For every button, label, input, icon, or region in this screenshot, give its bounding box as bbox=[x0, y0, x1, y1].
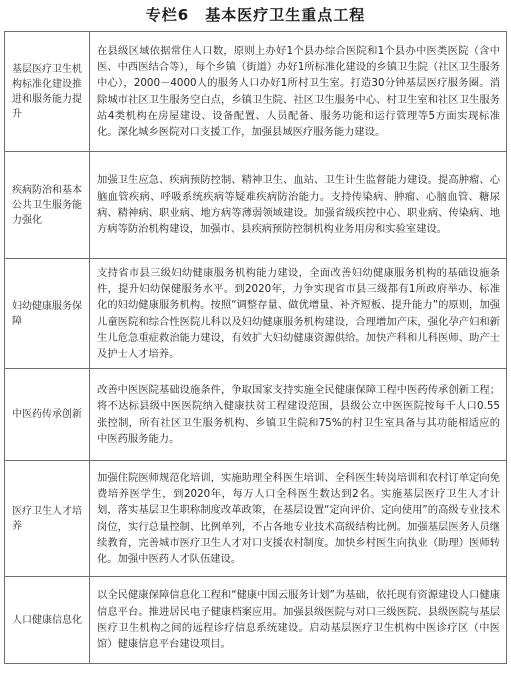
row-content: 改善中医医院基础设施条件，争取国家支持实施全民健康保障工程中医药传承创新工程；将不达标县级中医医院纳入健康扶贫工程建设范围，县级公立中医医院按每千人口0.55张控制，所有社区卫生服务机构、乡镇卫生院和75%的村卫生室具备与其功能相适应的中医药服务能力。 bbox=[90, 369, 507, 461]
table-row bbox=[5, 152, 507, 259]
table-row bbox=[5, 369, 507, 461]
row-content: 在县级区域依据常住人口数，原则上办好1个县办综合医院和1个县办中医类医院（含中医、中西医结合等），每个乡镇（街道）办好1所标准化建设的乡镇卫生院（社区卫生服务中心），2000－4000人的服务人口办好1所村卫生室。打造30分钟基层医疗服务圈。消除城市社区卫生服务空白点，乡镇卫生院、社区卫生服务中心、村卫生室和社区卫生服务站4类机构在房屋建设、设备配置、人员配备、服务功能和运行管理等5方面实现标准化。深化城乡医院对口支援工作，加强县域医疗服务能力建设。 bbox=[90, 32, 507, 152]
table-row bbox=[5, 32, 507, 152]
row-content: 加强卫生应急、疾病预防控制、精神卫生、血站、卫生计生监督能力建设。提高肿瘤、心脑血管疾病、呼吸系统疾病等疑难疾病防治能力。支持传染病、肿瘤、心脑血管、糖尿病、精神病、职业病、地方病等薄弱领域建设。加强省级疾控中心、职业病、传染病、地方病等防治机构建设，加强市、县疾病预防控制机构业务用房和实验室建设。 bbox=[90, 152, 507, 259]
row-category: 人口健康信息化 bbox=[5, 577, 90, 664]
table-row bbox=[5, 577, 507, 664]
row-content: 加强住院医师规范化培训，实施助理全科医生培训、全科医生转岗培训和农村订单定向免费培养医学生，到2020年，每万人口全科医生数达到2名。实施基层医疗卫生人才计划，落实基层卫生职称制度改革政策，在基层设置“定向评价、定向使用”的高级专业技术岗位，实行总量控制、比例单列，不占各地专业技术高级结构比例。加强基层医务人员继续教育，完善城市医疗卫生人才对口支援农村制度。加快乡村医生向执业（助理）医师转化。加强中医药人才队伍建设。 bbox=[90, 461, 507, 577]
row-category: 医疗卫生人才培养 bbox=[5, 461, 90, 577]
key-projects-table bbox=[4, 31, 507, 664]
row-category: 疾病防治和基本公共卫生服务能力强化 bbox=[5, 152, 90, 259]
table-row bbox=[5, 259, 507, 369]
panel-title: 专栏6 基本医疗卫生重点工程 bbox=[145, 6, 366, 24]
row-category: 妇幼健康服务保障 bbox=[5, 259, 90, 369]
row-content: 支持省市县三级妇幼健康服务机构能力建设，全面改善妇幼健康服务机构的基础设施条件，提升妇幼保健服务水平。到2020年，力争实现省市县三级都有1所政府举办、标准化的妇幼健康服务机构。按照“调整存量、做优增量、补齐短板、提升能力”的原则，加强儿童医院和综合性医院儿科以及妇幼健康服务机构建设，合理增加产床，强化孕产妇和新生儿危急重症救治能力建设，有效扩大妇幼健康资源供给。加快产科和儿科医师、助产士及护士人才培养。 bbox=[90, 259, 507, 369]
row-category: 基层医疗卫生机构标准化建设推进和服务能力提升 bbox=[5, 32, 90, 152]
table-row bbox=[5, 461, 507, 577]
row-category: 中医药传承创新 bbox=[5, 369, 90, 461]
row-content: 以全民健康保障信息化工程和“健康中国云服务计划”为基础，依托现有资源建设人口健康信息平台。推进居民电子健康档案应用。加强县级医院与对口三级医院、县级医院与基层医疗卫生机构之间的远程诊疗信息系统建设。启动基层医疗卫生机构中医诊疗区（中医馆）健康信息平台建设项目。 bbox=[90, 577, 507, 664]
